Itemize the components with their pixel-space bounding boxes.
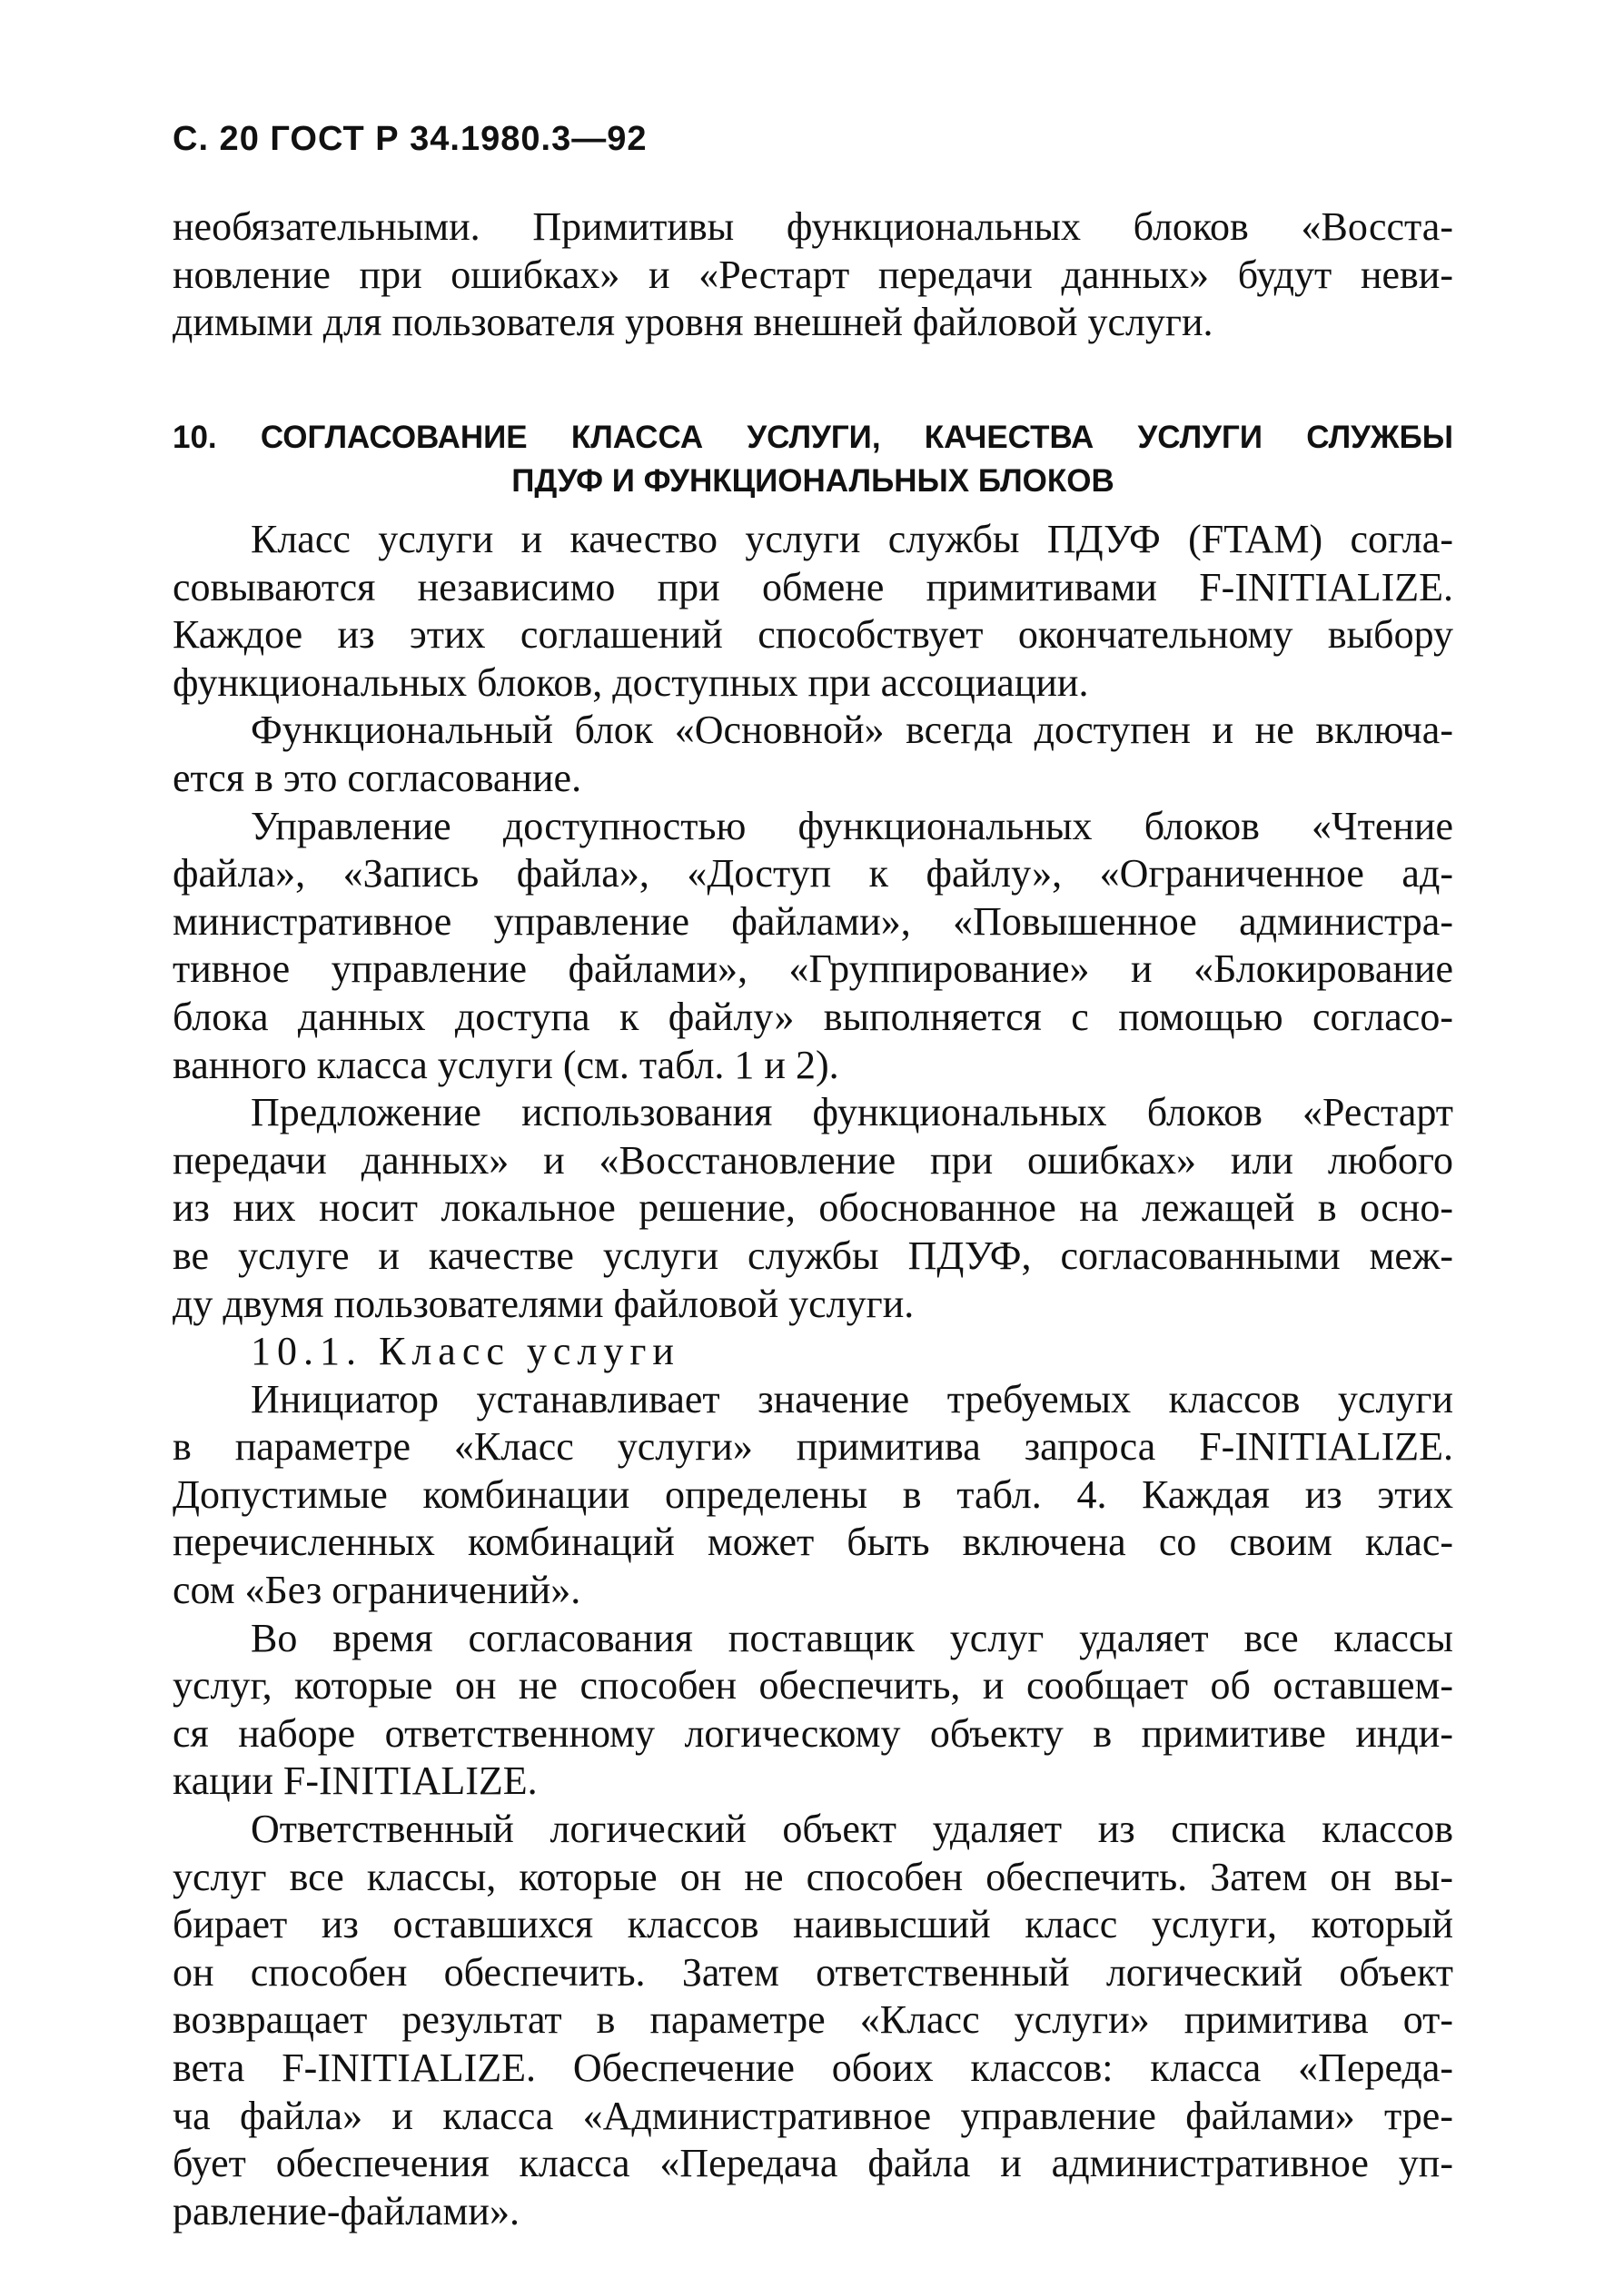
text-line: функциональных блоков, доступных при ассоциации. [173,659,1089,705]
text-line: тивное управление файлами», «Группирование» и «Блокирование [173,946,1453,992]
text-line: димыми для пользователя уровня внешней файловой услуги. [173,300,1213,345]
subsection-title: 10.1. Класс услуги [251,1329,680,1374]
text-line: бирает из оставшихся классов наивысший класс услуги, который [173,1902,1453,1947]
text-line: из них носит локальное решение, обоснованное на лежащей в осно- [173,1185,1453,1231]
text-line: совываются независимо при обмене примитивами F-INITIALIZE. [173,564,1453,609]
intro-paragraph [173,203,1453,347]
text-line: ется в это согласование. [173,755,582,800]
section-heading-line: ПДУФ И ФУНКЦИОНАЛЬНЫХ БЛОКОВ [511,463,1114,499]
text-line: Каждое из этих соглашений способствует окончательному выбору [173,612,1453,658]
text-line: он способен обеспечить. Затем ответственный логический объект [173,1949,1453,1995]
text-line: услуг все классы, которые он не способен обеспечить. Затем он вы- [173,1854,1453,1899]
text-line: кации F-INITIALIZE. [173,1758,538,1804]
text-line: Инициатор устанавливает значение требуемых классов услуги [251,1376,1453,1421]
text-line: необязательными. Примитивы функциональных блоков «Восста- [173,204,1453,249]
section-heading [173,416,1453,503]
running-head: С. 20 ГОСТ Р 34.1980.3—92 [173,120,648,158]
text-line: сом «Без ограничений». [173,1568,581,1613]
text-line: Допустимые комбинации определены в табл. 4. Каждая из этих [173,1471,1453,1517]
text-line: Ответственный логический объект удаляет из списка классов [251,1807,1453,1852]
text-line: новление при ошибках» и «Рестарт передачи данных» будут неви- [173,252,1453,297]
text-line: перечисленных комбинаций может быть включена со своим клас- [173,1520,1453,1565]
text-line: Предложение использования функциональных блоков «Рестарт [251,1090,1453,1135]
text-line: вета F-INITIALIZE. Обеспечение обоих классов: класса «Переда- [173,2045,1453,2090]
text-line: равление-файлами». [173,2188,520,2233]
text-line: Функциональный блок «Основной» всегда доступен и не включа- [251,708,1453,753]
text-line: Класс услуги и качество услуги службы ПДУФ (FTAM) согла- [251,517,1453,561]
text-line: ча файла» и класса «Административное управление файлами» тре- [173,2093,1453,2138]
text-line: возвращает результат в параметре «Класс услуги» примитива от- [173,1997,1453,2043]
text-line: передачи данных» и «Восстановление при ошибках» или любого [173,1137,1453,1183]
text-line: блока данных доступа к файлу» выполняется с помощью согласо- [173,994,1453,1039]
text-line: Во время согласования поставщик услуг удаляет все классы [251,1615,1453,1660]
text-line: в параметре «Класс услуги» примитива запроса F-INITIALIZE. [173,1424,1453,1470]
text-line: министративное управление файлами», «Повышенное администра- [173,898,1453,944]
text-line: ся наборе ответственному логическому объекту в примитиве инди- [173,1710,1453,1756]
section-body [173,516,1453,2235]
text-line: файла», «Запись файла», «Доступ к файлу», «Ограниченное ад- [173,851,1453,896]
text-line: ванного класса услуги (см. табл. 1 и 2). [173,1042,839,1087]
text-line: ду двумя пользователями файловой услуги. [173,1281,915,1326]
text-line: ве услуге и качестве услуги службы ПДУФ, согласованными меж- [173,1233,1453,1278]
text-line: услуг, которые он не способен обеспечить, и сообщает об оставшем- [173,1663,1453,1708]
text-line: Управление доступностью функциональных блоков «Чтение [251,803,1453,848]
section-heading-line: 10. СОГЛАСОВАНИЕ КЛАССА УСЛУГИ, КАЧЕСТВА УСЛУГИ СЛУЖБЫ [173,420,1453,455]
text-line: бует обеспечения класса «Передача файла и административное уп- [173,2141,1453,2186]
